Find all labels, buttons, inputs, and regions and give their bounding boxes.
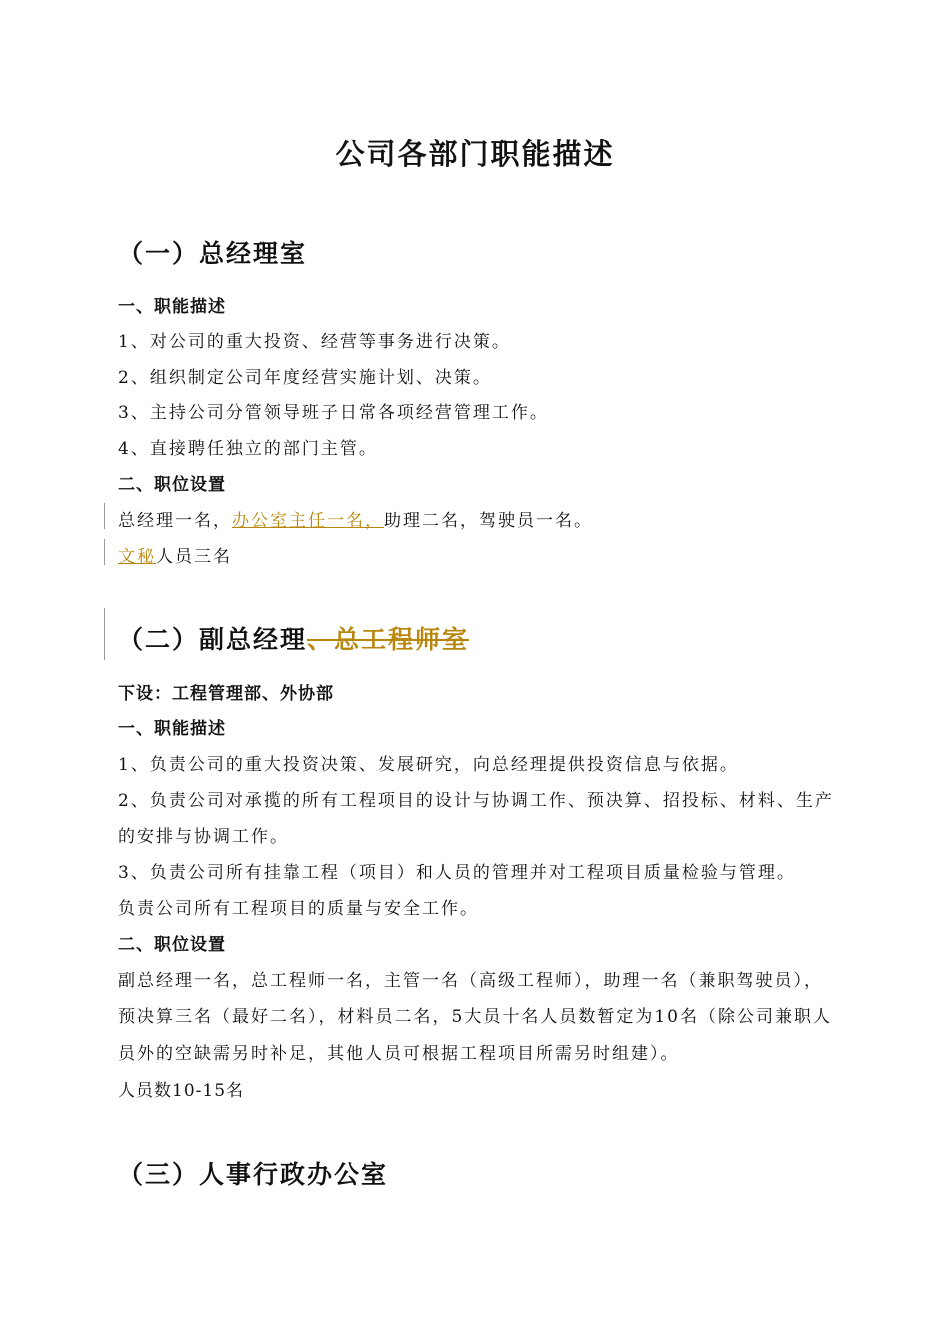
change-bar <box>104 503 105 529</box>
section-2-headcount: 人员数10-15名 <box>118 1081 245 1101</box>
section-2-subunits: 下设：工程管理部、外协部 <box>118 684 334 704</box>
section-2-item-2-cont: 的安排与协调工作。 <box>118 827 289 847</box>
inserted-text: 文秘 <box>118 547 156 567</box>
change-bar <box>104 539 105 565</box>
section-1-item-1: 1、对公司的重大投资、经营等事务进行决策。 <box>118 332 511 352</box>
position-text: 助理二名，驾驶员一名。 <box>384 511 593 531</box>
section-1-position-heading: 二、职位设置 <box>118 475 226 495</box>
section-1-item-2: 2、组织制定公司年度经营实施计划、决策。 <box>118 368 492 388</box>
inserted-text: 办公室主任一名， <box>232 511 384 531</box>
section-2-position-line-3: 员外的空缺需另时补足，其他人员可根据工程项目所需另时组建）。 <box>118 1044 680 1064</box>
section-3-heading: （三）人事行政办公室 <box>118 1160 389 1189</box>
section-2-item-1: 1、负责公司的重大投资决策、发展研究，向总经理提供投资信息与依据。 <box>118 755 739 775</box>
section-2-position-line-1: 副总经理一名，总工程师一名，主管一名（高级工程师），助理一名（兼职驾驶员）， <box>118 971 823 991</box>
section-2-position-heading: 二、职位设置 <box>118 935 226 955</box>
section-2-item-4: 负责公司所有工程项目的质量与安全工作。 <box>118 899 479 919</box>
section-1-item-3: 3、主持公司分管领导班子日常各项经营管理工作。 <box>118 403 549 423</box>
section-2-item-2: 2、负责公司对承揽的所有工程项目的设计与协调工作、预决算、招投标、材料、生产 <box>118 791 834 811</box>
section-1-position-line-1 <box>118 506 593 531</box>
section-2-function-heading: 一、职能描述 <box>118 719 226 739</box>
section-1-function-heading: 一、职能描述 <box>118 297 226 317</box>
position-text: 总经理一名， <box>118 511 232 531</box>
section-2-position-line-2: 预决算三名（最好二名），材料员二名，5大员十名人员数暂定为10名（除公司兼职人 <box>118 1007 832 1027</box>
section-1-heading: （一）总经理室 <box>118 239 308 268</box>
position-text: 人员三名 <box>156 547 232 567</box>
section-2-heading <box>118 620 469 656</box>
section-1-item-4: 4、直接聘任独立的部门主管。 <box>118 439 378 459</box>
section-1-position-line-2 <box>118 542 232 567</box>
section-2-item-3: 3、负责公司所有挂靠工程（项目）和人员的管理并对工程项目质量检验与管理。 <box>118 863 796 883</box>
change-bar <box>104 608 105 660</box>
document-title: 公司各部门职能描述 <box>335 137 615 171</box>
deleted-text: 、总工程师室 <box>307 625 470 654</box>
heading-text: （二）副总经理 <box>118 625 308 654</box>
